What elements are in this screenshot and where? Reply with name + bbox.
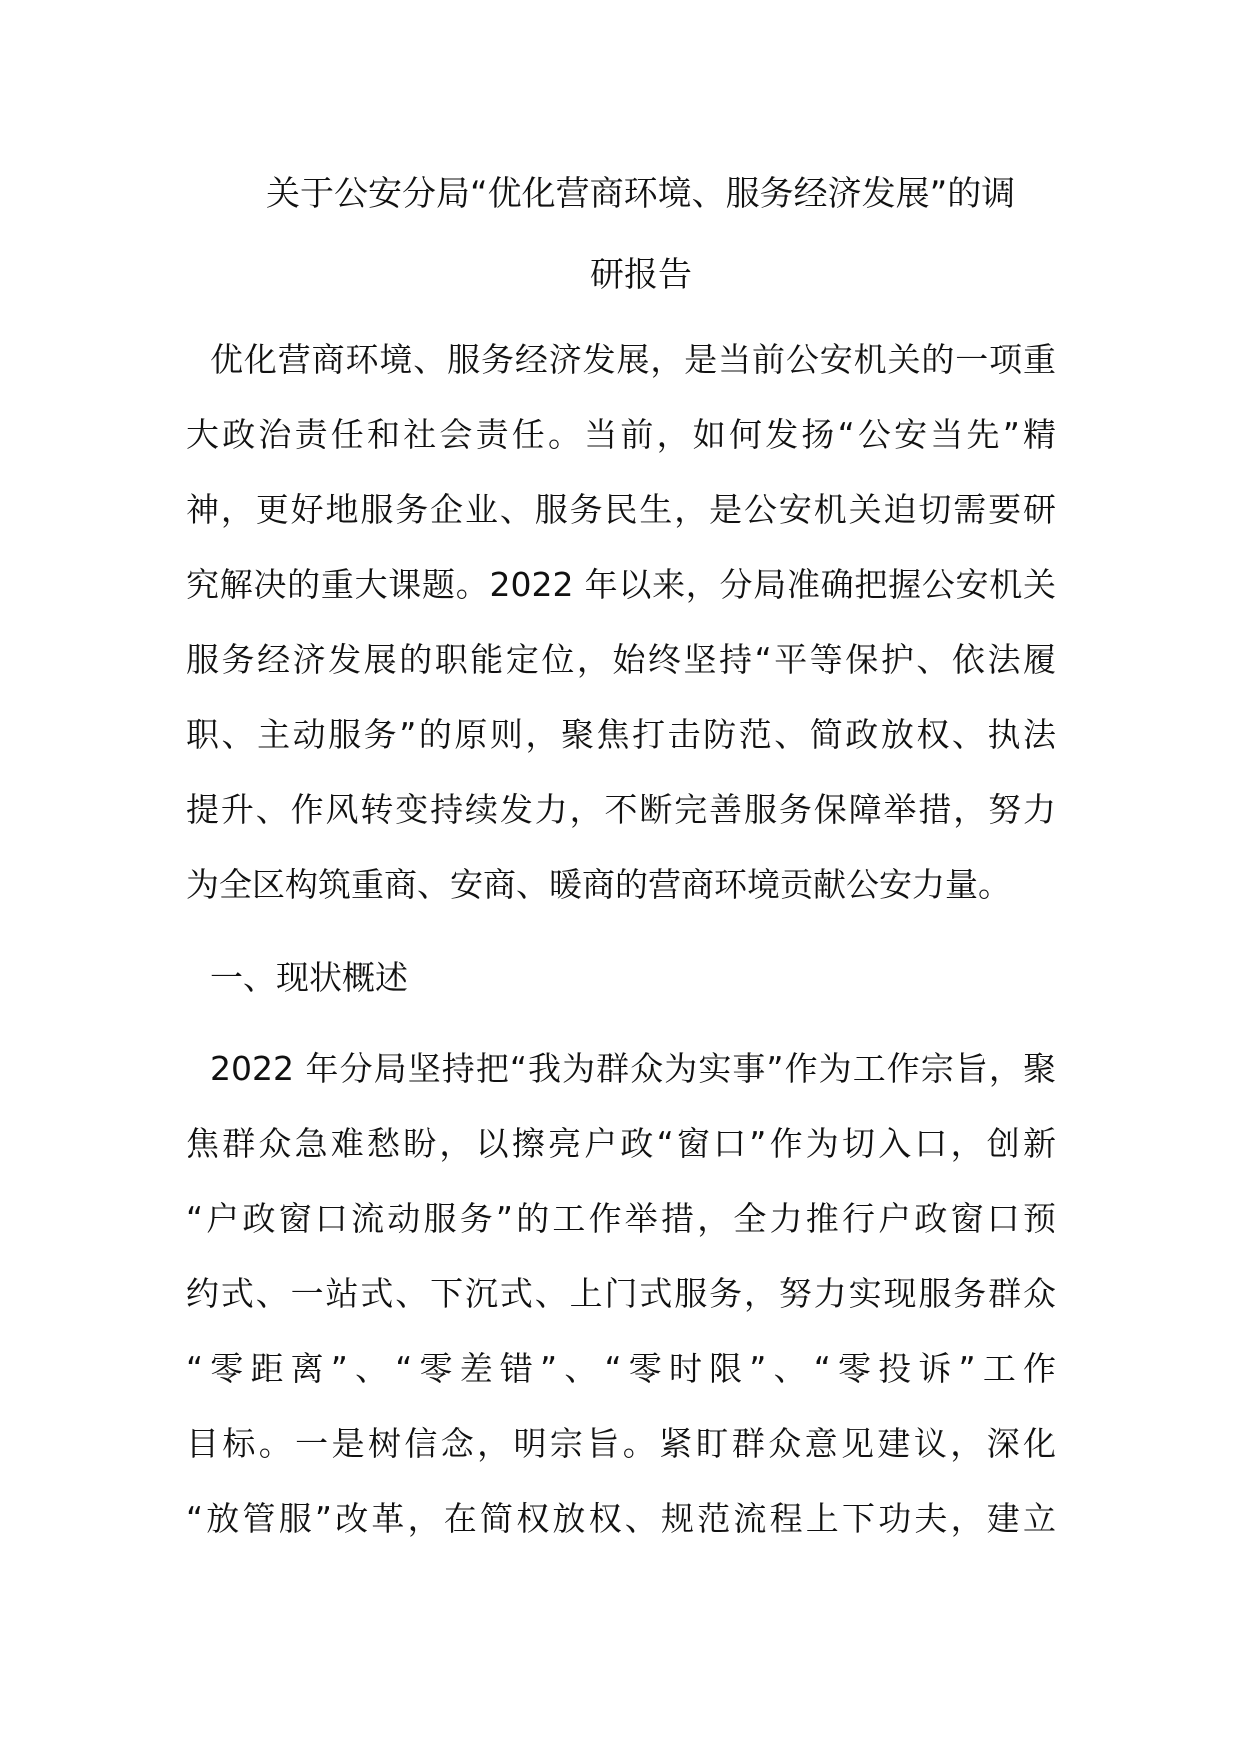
section-heading: 一、现状概述 [210,958,408,997]
paragraph-1-line-6: 职、主动服务”的原则，聚焦打击防范、简政放权、执法 [186,715,1056,754]
paragraph-2-line-4: 约式、一站式、下沉式、上门式服务，努力实现服务群众 [186,1274,1056,1313]
paragraph-1-line-2: 大政治责任和社会责任。当前，如何发扬“公安当先”精 [186,415,1056,454]
paragraph-1-line-8: 为全区构筑重商、安商、暖商的营商环境贡献公安力量。 [186,865,1011,904]
document-title-line-2: 研报告 [590,255,692,295]
paragraph-2-line-1: 2022 年分局坚持把“我为群众为实事”作为工作宗旨，聚 [210,1049,1056,1088]
paragraph-1-line-7: 提升、作风转变持续发力，不断完善服务保障举措，努力 [186,790,1056,829]
paragraph-1-line-5: 服务经济发展的职能定位，始终坚持“平等保护、依法履 [186,640,1056,679]
paragraph-2-line-6: 目标。一是树信念，明宗旨。紧盯群众意见建议，深化 [186,1424,1056,1463]
paragraph-1-line-3: 神，更好地服务企业、服务民生，是公安机关迫切需要研 [186,490,1056,529]
paragraph-1-line-1: 优化营商环境、服务经济发展，是当前公安机关的一项重 [210,340,1056,379]
document-title-line-1: 关于公安分局“优化营商环境、服务经济发展”的调 [266,174,1016,214]
paragraph-2-line-3: “户政窗口流动服务”的工作举措，全力推行户政窗口预 [186,1199,1056,1238]
paragraph-2-line-2: 焦群众急难愁盼，以擦亮户政“窗口”作为切入口，创新 [186,1124,1056,1163]
paragraph-2-line-7: “放管服”改革，在简权放权、规范流程上下功夫，建立 [186,1499,1056,1538]
paragraph-1-line-4: 究解决的重大课题。2022 年以来，分局准确把握公安机关 [186,565,1056,604]
paragraph-2-line-5: “零距离”、“零差错”、“零时限”、“零投诉”工作 [186,1349,1056,1388]
